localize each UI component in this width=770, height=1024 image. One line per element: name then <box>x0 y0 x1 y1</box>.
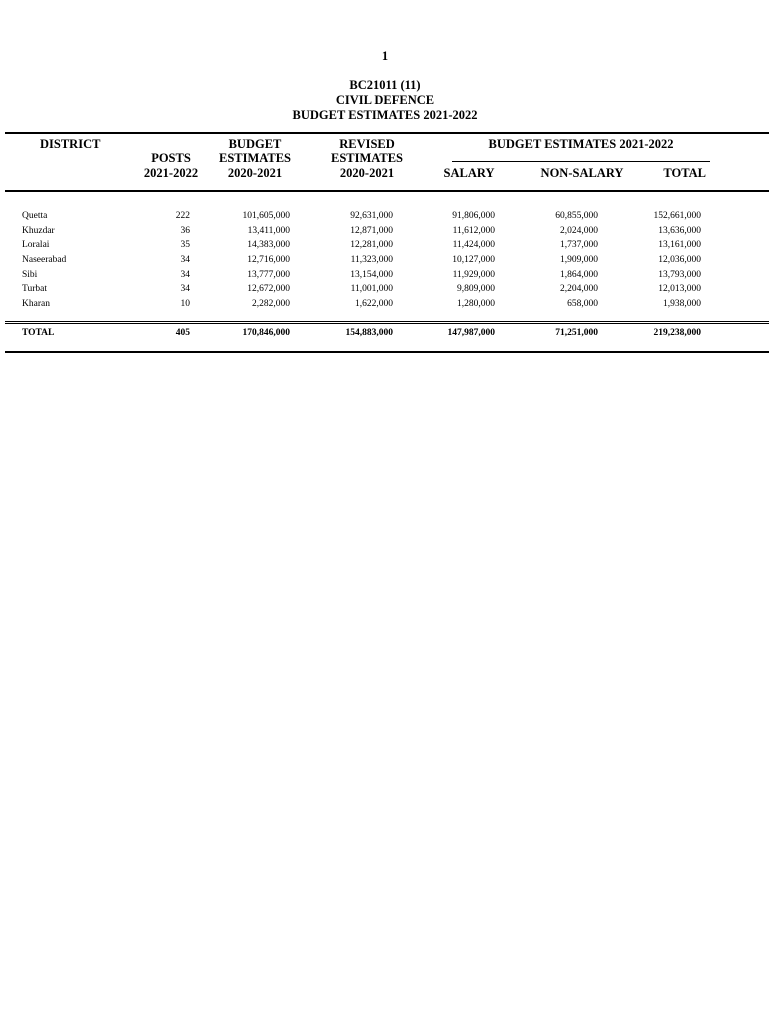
column-header-budget-line3: 2020-2021 <box>227 166 283 180</box>
table-row-salary: 1,280,000 <box>457 299 495 309</box>
table-row-salary: 11,612,000 <box>452 226 495 236</box>
table-row-posts: 10 <box>180 299 190 309</box>
table-row-posts: 34 <box>180 284 190 294</box>
table-row-district: Naseerabad <box>22 255 67 265</box>
table-row-total: 12,036,000 <box>658 255 701 265</box>
page-number: 1 <box>381 49 389 63</box>
table-row-revised: 11,001,000 <box>350 284 393 294</box>
table-row-non-salary: 1,737,000 <box>560 240 598 250</box>
table-row-total: 13,793,000 <box>658 270 701 280</box>
table-row-non-salary: 1,864,000 <box>560 270 598 280</box>
table-row-district: Turbat <box>22 284 47 294</box>
table-row-salary: 10,127,000 <box>452 255 495 265</box>
totals-total: 219,238,000 <box>653 328 701 338</box>
column-group-underline <box>452 161 710 162</box>
totals-salary: 147,987,000 <box>447 328 495 338</box>
column-header-salary: SALARY <box>443 166 495 180</box>
table-row-revised: 12,281,000 <box>350 240 393 250</box>
table-row-total: 152,661,000 <box>653 211 701 221</box>
table-row-budget: 14,383,000 <box>247 240 290 250</box>
table-row-district: Loralai <box>22 240 50 250</box>
table-row-budget: 12,716,000 <box>247 255 290 265</box>
table-row-total: 1,938,000 <box>663 299 701 309</box>
table-row-salary: 9,809,000 <box>457 284 495 294</box>
totals-posts: 405 <box>175 328 190 338</box>
table-row-total: 13,161,000 <box>658 240 701 250</box>
totals-top-rule <box>5 321 769 324</box>
table-row-budget: 101,605,000 <box>242 211 290 221</box>
table-row-posts: 36 <box>180 226 190 236</box>
department-title: CIVIL DEFENCE <box>335 93 435 107</box>
table-row-revised: 92,631,000 <box>350 211 393 221</box>
column-header-district: DISTRICT <box>40 137 101 151</box>
table-row-non-salary: 60,855,000 <box>555 211 598 221</box>
table-row-posts: 34 <box>180 270 190 280</box>
column-header-posts-line2: 2021-2022 <box>143 166 199 180</box>
table-row-budget: 13,777,000 <box>247 270 290 280</box>
document-subtitle: BUDGET ESTIMATES 2021-2022 <box>292 108 478 122</box>
document-code: BC21011 (11) <box>349 78 421 92</box>
table-row-revised: 1,622,000 <box>355 299 393 309</box>
column-header-total: TOTAL <box>663 166 706 180</box>
table-row-posts: 34 <box>180 255 190 265</box>
table-row-district: Khuzdar <box>22 226 55 236</box>
table-row-salary: 11,424,000 <box>452 240 495 250</box>
table-row-salary: 11,929,000 <box>452 270 495 280</box>
column-header-revised-line1: REVISED <box>339 137 395 151</box>
table-row-revised: 12,871,000 <box>350 226 393 236</box>
totals-label: TOTAL <box>22 328 55 338</box>
table-row-budget: 13,411,000 <box>247 226 290 236</box>
column-header-non-salary: NON-SALARY <box>540 166 624 180</box>
table-row-budget: 12,672,000 <box>247 284 290 294</box>
table-row-non-salary: 2,024,000 <box>560 226 598 236</box>
table-row-budget: 2,282,000 <box>252 299 290 309</box>
table-row-revised: 13,154,000 <box>350 270 393 280</box>
column-header-budget-line2: ESTIMATES <box>218 151 291 165</box>
table-row-non-salary: 1,909,000 <box>560 255 598 265</box>
table-row-posts: 35 <box>180 240 190 250</box>
table-row-district: Sibi <box>22 270 38 280</box>
table-row-salary: 91,806,000 <box>452 211 495 221</box>
column-group-header: BUDGET ESTIMATES 2021-2022 <box>488 137 674 151</box>
table-row-non-salary: 658,000 <box>567 299 598 309</box>
column-header-posts-line1: POSTS <box>151 151 191 165</box>
table-row-revised: 11,323,000 <box>350 255 393 265</box>
table-row-district: Quetta <box>22 211 48 221</box>
table-row-total: 12,013,000 <box>658 284 701 294</box>
table-row-district: Kharan <box>22 299 50 309</box>
totals-budget: 170,846,000 <box>242 328 290 338</box>
table-row-total: 13,636,000 <box>658 226 701 236</box>
column-header-revised-line2: ESTIMATES <box>330 151 403 165</box>
column-header-revised-line3: 2020-2021 <box>339 166 395 180</box>
header-top-rule <box>5 132 769 134</box>
totals-revised: 154,883,000 <box>345 328 393 338</box>
table-bottom-rule <box>5 351 769 353</box>
table-row-posts: 222 <box>175 211 190 221</box>
header-bottom-rule <box>5 190 769 192</box>
totals-non-salary: 71,251,000 <box>555 328 598 338</box>
column-header-budget-line1: BUDGET <box>228 137 282 151</box>
table-row-non-salary: 2,204,000 <box>560 284 598 294</box>
